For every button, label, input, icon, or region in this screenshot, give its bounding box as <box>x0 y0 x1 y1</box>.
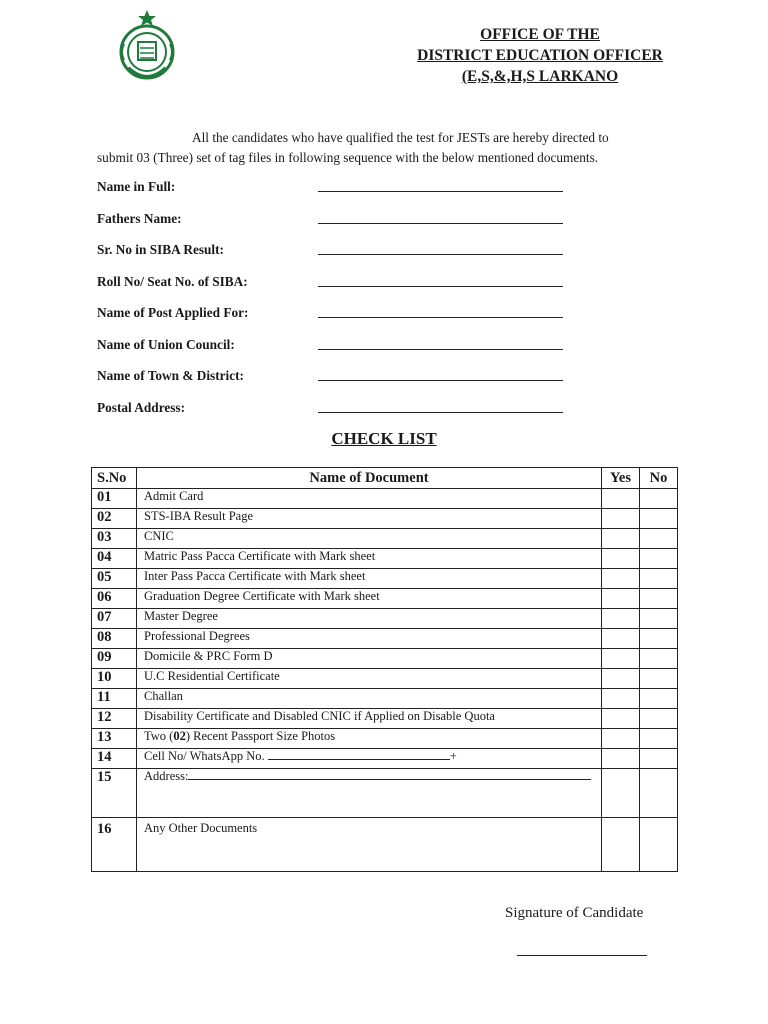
table-row <box>92 669 678 689</box>
table-row <box>92 489 678 509</box>
fill-in-line[interactable] <box>318 412 563 413</box>
fill-in-line[interactable] <box>318 223 563 224</box>
row-document: CNIC <box>137 529 602 549</box>
row-document: Master Degree <box>137 609 602 629</box>
doc-text-pre: Two ( <box>144 729 174 743</box>
row-sno: 03 <box>92 529 137 549</box>
header-line-1: OFFICE OF THE <box>480 26 600 43</box>
instructions <box>97 128 677 168</box>
row-sno: 15 <box>92 769 137 818</box>
yes-checkbox-cell[interactable] <box>602 669 640 689</box>
row-document: Matric Pass Pacca Certificate with Mark sheet <box>137 549 602 569</box>
row-sno: 12 <box>92 709 137 729</box>
table-row <box>92 729 678 749</box>
fill-in-line[interactable] <box>318 191 563 192</box>
table-row <box>92 749 678 769</box>
doc-text-pre: Cell No/ WhatsApp No. <box>144 749 268 763</box>
row-sno: 01 <box>92 489 137 509</box>
field-label: Roll No/ Seat No. of SIBA: <box>97 273 248 289</box>
fill-in-line[interactable] <box>318 254 563 255</box>
yes-checkbox-cell[interactable] <box>602 649 640 669</box>
field-post-applied <box>97 303 577 335</box>
fill-in-line[interactable] <box>318 317 563 318</box>
row-sno: 06 <box>92 589 137 609</box>
table-row <box>92 509 678 529</box>
fill-in-line[interactable] <box>318 286 563 287</box>
yes-checkbox-cell[interactable] <box>602 749 640 769</box>
header-document: Name of Document <box>137 468 602 489</box>
table-row <box>92 549 678 569</box>
no-checkbox-cell[interactable] <box>640 569 678 589</box>
yes-checkbox-cell[interactable] <box>602 769 640 818</box>
no-checkbox-cell[interactable] <box>640 509 678 529</box>
yes-checkbox-cell[interactable] <box>602 569 640 589</box>
field-sr-no-siba <box>97 240 577 272</box>
table-header-row <box>92 468 678 489</box>
no-checkbox-cell[interactable] <box>640 669 678 689</box>
row-document: Graduation Degree Certificate with Mark sheet <box>137 589 602 609</box>
row-sno: 13 <box>92 729 137 749</box>
yes-checkbox-cell[interactable] <box>602 709 640 729</box>
row-document: Challan <box>137 689 602 709</box>
field-roll-no <box>97 272 577 304</box>
row-document <box>137 749 602 769</box>
row-sno: 11 <box>92 689 137 709</box>
instructions-line-1: All the candidates who have qualified the test for JESTs are hereby directed to <box>192 130 609 145</box>
header-sno: S.No <box>92 468 137 489</box>
header-line-3: (E,S,&,H,S LARKANO <box>461 68 619 85</box>
fill-in-line[interactable] <box>318 349 563 350</box>
no-checkbox-cell[interactable] <box>640 649 678 669</box>
signature-label: Signature of Candidate <box>505 905 644 921</box>
no-checkbox-cell[interactable] <box>640 729 678 749</box>
field-label: Postal Address: <box>97 399 186 415</box>
no-checkbox-cell[interactable] <box>640 769 678 818</box>
yes-checkbox-cell[interactable] <box>602 629 640 649</box>
yes-checkbox-cell[interactable] <box>602 509 640 529</box>
row-document: Domicile & PRC Form D <box>137 649 602 669</box>
header-no: No <box>640 468 678 489</box>
field-label: Sr. No in SIBA Result: <box>97 242 224 257</box>
field-label: Name of Union Council: <box>97 336 235 352</box>
yes-checkbox-cell[interactable] <box>602 529 640 549</box>
no-checkbox-cell[interactable] <box>640 489 678 509</box>
doc-text-post: ) Recent Passport Size Photos <box>185 729 336 743</box>
office-header <box>395 24 685 87</box>
field-union-council <box>97 335 577 367</box>
yes-checkbox-cell[interactable] <box>602 489 640 509</box>
row-document <box>137 729 602 749</box>
table-row <box>92 589 678 609</box>
field-label: Fathers Name: <box>97 210 182 226</box>
row-document: Inter Pass Pacca Certificate with Mark sheet <box>137 569 602 589</box>
row-sno: 09 <box>92 649 137 669</box>
yes-checkbox-cell[interactable] <box>602 589 640 609</box>
no-checkbox-cell[interactable] <box>640 589 678 609</box>
field-name-in-full <box>97 177 577 209</box>
row-sno: 16 <box>92 818 137 872</box>
field-town-district <box>97 366 577 398</box>
doc-text-pre: Address: <box>144 769 189 783</box>
field-label: Name of Town & District: <box>97 368 244 383</box>
row-sno: 08 <box>92 629 137 649</box>
yes-checkbox-cell[interactable] <box>602 729 640 749</box>
fill-in-line[interactable] <box>318 380 563 381</box>
no-checkbox-cell[interactable] <box>640 709 678 729</box>
table-row <box>92 818 678 872</box>
table-row <box>92 649 678 669</box>
yes-checkbox-cell[interactable] <box>602 549 640 569</box>
yes-checkbox-cell[interactable] <box>602 689 640 709</box>
no-checkbox-cell[interactable] <box>640 818 678 872</box>
yes-checkbox-cell[interactable] <box>602 609 640 629</box>
instructions-line-2: submit 03 (Three) set of tag files in following sequence with the below mentioned documents. <box>97 150 599 165</box>
header-line-2: DISTRICT EDUCATION OFFICER <box>417 47 663 64</box>
row-document: Any Other Documents <box>137 818 602 872</box>
table-row <box>92 629 678 649</box>
no-checkbox-cell[interactable] <box>640 689 678 709</box>
no-checkbox-cell[interactable] <box>640 749 678 769</box>
yes-checkbox-cell[interactable] <box>602 818 640 872</box>
row-sno: 14 <box>92 749 137 769</box>
no-checkbox-cell[interactable] <box>640 529 678 549</box>
no-checkbox-cell[interactable] <box>640 629 678 649</box>
cell-no-fill-line[interactable] <box>268 759 450 760</box>
table-row <box>92 609 678 629</box>
checklist-title: CHECK LIST <box>331 429 437 448</box>
doc-text-post: + <box>449 749 457 763</box>
table-row <box>92 689 678 709</box>
table-row <box>92 709 678 729</box>
row-document: Professional Degrees <box>137 629 602 649</box>
field-label: Name in Full: <box>97 179 176 194</box>
table-row <box>92 769 678 818</box>
no-checkbox-cell[interactable] <box>640 549 678 569</box>
row-document <box>137 769 602 818</box>
field-postal-address <box>97 398 577 430</box>
field-label: Name of Post Applied For: <box>97 305 249 320</box>
row-sno: 10 <box>92 669 137 689</box>
row-document: U.C Residential Certificate <box>137 669 602 689</box>
candidate-info-fields <box>97 177 577 429</box>
row-document: Admit Card <box>137 489 602 509</box>
address-fill-line[interactable] <box>188 779 591 780</box>
row-document: Disability Certificate and Disabled CNIC if Applied on Disable Quota <box>137 709 602 729</box>
checklist-table <box>91 467 678 872</box>
row-sno: 02 <box>92 509 137 529</box>
no-checkbox-cell[interactable] <box>640 609 678 629</box>
header-yes: Yes <box>602 468 640 489</box>
row-document: STS-IBA Result Page <box>137 509 602 529</box>
row-sno: 07 <box>92 609 137 629</box>
field-fathers-name <box>97 209 577 241</box>
sindh-government-logo <box>110 8 184 82</box>
table-row <box>92 529 678 549</box>
row-sno: 04 <box>92 549 137 569</box>
row-sno: 05 <box>92 569 137 589</box>
doc-text-bold: 02 <box>173 729 186 743</box>
table-row <box>92 569 678 589</box>
signature-line[interactable] <box>517 955 647 956</box>
